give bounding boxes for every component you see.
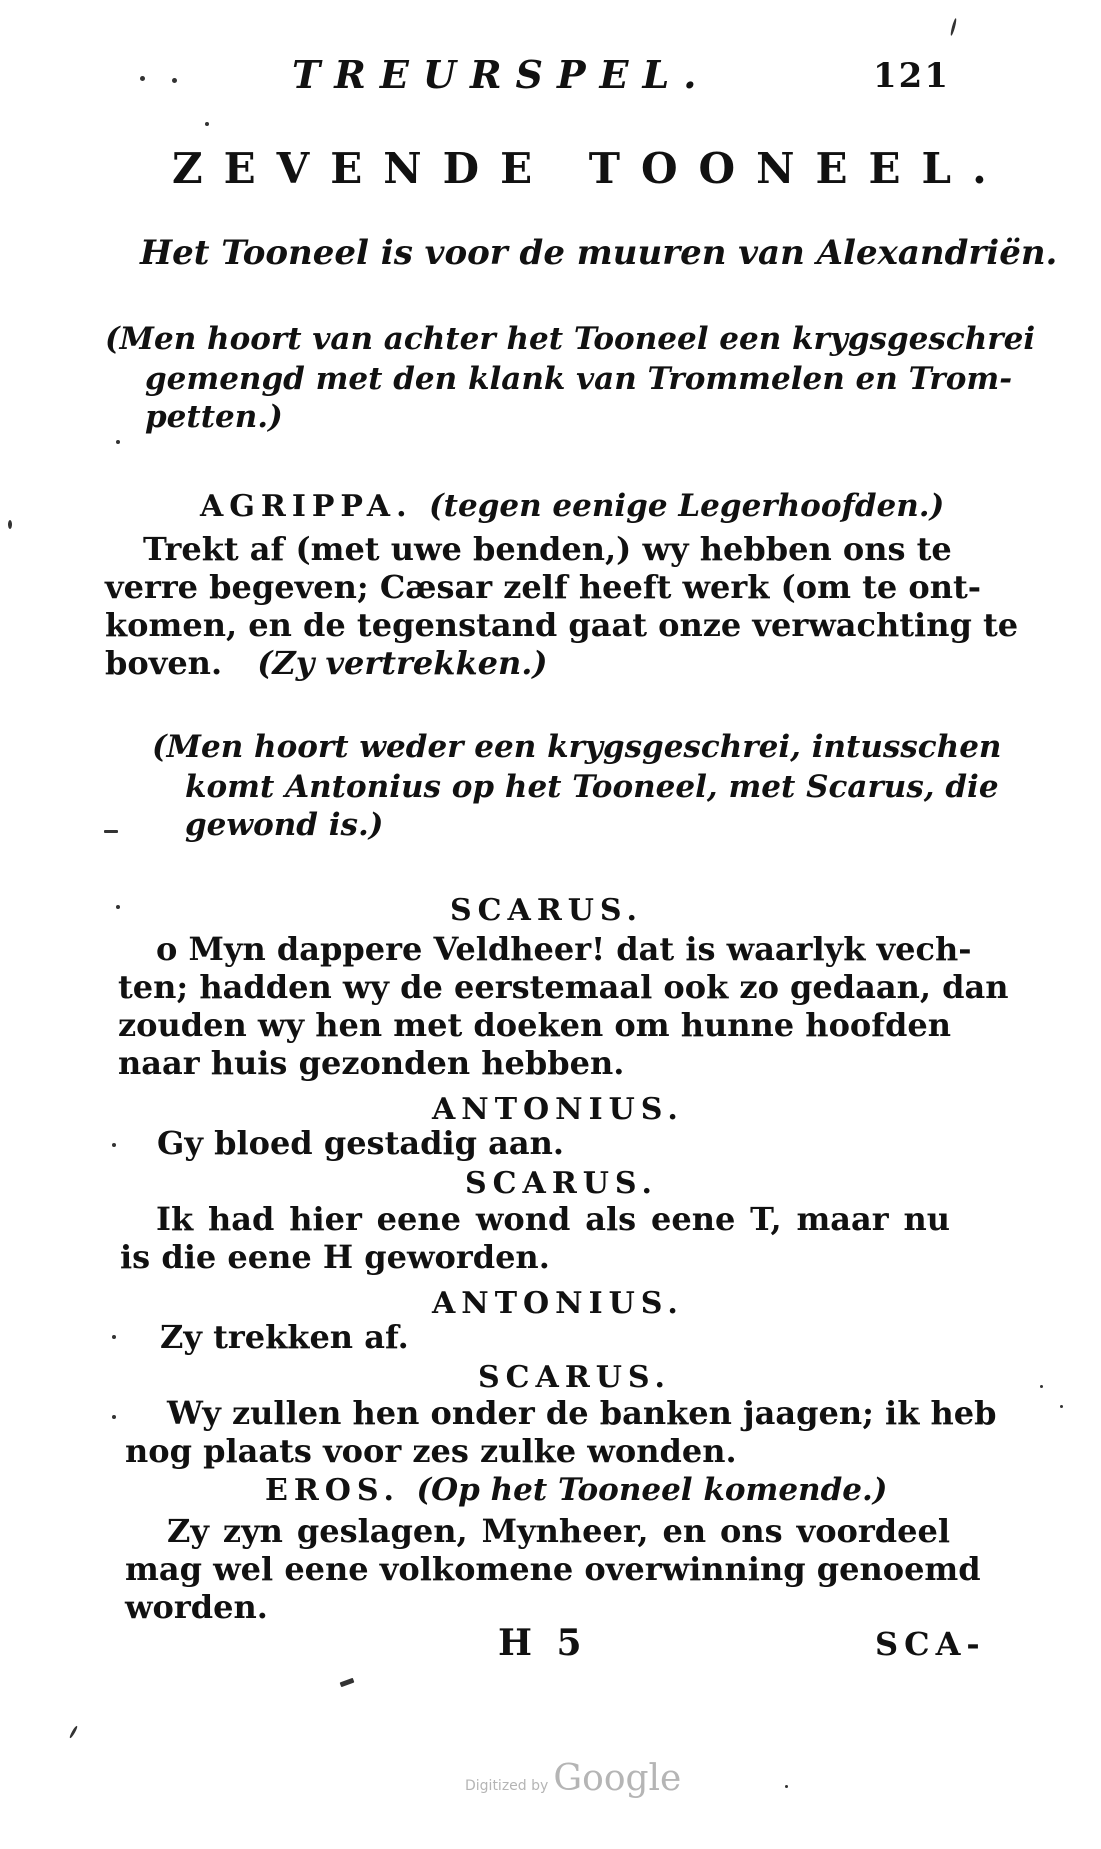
stage-direction-inline: (Op het Tooneel komende.) xyxy=(416,1472,888,1508)
scene-setting: Het Tooneel is voor de muuren van Alexandriën. xyxy=(140,233,1058,273)
speaker-name: ANTONIUS. xyxy=(432,1092,684,1127)
running-title: TREURSPEL. xyxy=(292,52,711,97)
exit-direction: (Zy vertrekken.) xyxy=(257,644,548,682)
scan-speck xyxy=(1040,1385,1043,1388)
speaker-name: SCARUS. xyxy=(478,1360,671,1395)
watermark-brand: Google xyxy=(553,1758,682,1799)
speaker-name: ANTONIUS. xyxy=(432,1286,684,1321)
speech-line: nog plaats voor zes zulke wonden. xyxy=(125,1432,737,1470)
speaker-heading xyxy=(265,1472,887,1508)
speech-line: worden. xyxy=(125,1588,268,1626)
scan-speck xyxy=(205,122,209,126)
scan-speck xyxy=(116,440,120,444)
direction-line: komt Antonius op het Tooneel, met Scarus, die xyxy=(185,769,999,805)
scan-speck xyxy=(140,76,145,81)
speech-line: verre begeven; Cæsar zelf heeft werk (om te ont- xyxy=(105,568,982,606)
scan-speck xyxy=(112,1143,116,1147)
direction-line: gewond is.) xyxy=(185,807,384,843)
speech-line: boven. (Zy vertrekken.) xyxy=(105,644,548,682)
scan-speck xyxy=(785,1785,788,1788)
speech-line: o Myn dappere Veldheer! dat is waarlyk vech- xyxy=(156,930,972,968)
scene-heading: ZEVENDE TOONEEL. xyxy=(172,144,1008,193)
speech-line: Wy zullen hen onder de banken jaagen; ik heb xyxy=(167,1394,997,1432)
scan-speck xyxy=(112,1335,116,1339)
speech-line: Zy trekken af. xyxy=(160,1318,409,1356)
watermark-prefix: Digitized by xyxy=(465,1778,549,1794)
speech-line: Gy bloed gestadig aan. xyxy=(157,1124,564,1162)
speech-line: mag wel eene volkomene overwinning genoemd xyxy=(125,1550,981,1588)
stage-direction-inline: (tegen eenige Legerhoofden.) xyxy=(428,488,945,524)
speech-line: zouden wy hen met doeken om hunne hoofden xyxy=(118,1006,952,1044)
scan-speck xyxy=(8,520,12,529)
scan-speck xyxy=(112,1415,116,1419)
speech-line: Ik had hier eene wond als eene T, maar nu xyxy=(156,1200,950,1238)
direction-line: petten.) xyxy=(145,399,283,435)
speech-block xyxy=(118,930,1009,1082)
scan-speck xyxy=(172,78,177,83)
scan-speck xyxy=(340,1678,355,1687)
speech-line: naar huis gezonden hebben. xyxy=(118,1044,625,1082)
scan-speck xyxy=(950,18,958,36)
speech-block xyxy=(120,1200,950,1276)
speech-block xyxy=(125,1512,981,1626)
speech-line: ten; hadden wy de eerstemaal ook zo gedaan, dan xyxy=(118,968,1009,1006)
scan-speck xyxy=(116,905,120,909)
scan-speck xyxy=(104,830,118,833)
speech-line: komen, en de tegenstand gaat onze verwachting te xyxy=(105,606,1019,644)
digitized-watermark xyxy=(465,1758,681,1799)
scan-speck xyxy=(69,1725,79,1739)
direction-line: (Men hoort weder een krygsgeschrei, intusschen xyxy=(152,729,1002,765)
catchword: SCA- xyxy=(875,1625,986,1663)
stage-direction-cont xyxy=(145,360,1012,436)
direction-line: gemengd met den klank van Trommelen en Trom- xyxy=(145,361,1013,397)
direction-line: (Men hoort van achter het Tooneel een krygsgeschrei xyxy=(105,321,1036,357)
speech-block xyxy=(105,530,1019,682)
speech-line: Zy zyn geslagen, Mynheer, en ons voordeel xyxy=(167,1512,950,1550)
stage-direction xyxy=(152,728,1001,766)
speech-line: Trekt af (met uwe benden,) wy hebben ons te xyxy=(143,530,952,568)
speaker-name: SCARUS. xyxy=(465,1166,658,1201)
speaker-heading xyxy=(200,488,944,524)
stage-direction xyxy=(105,320,1035,358)
stage-direction-cont xyxy=(185,768,999,844)
speech-block xyxy=(125,1394,997,1470)
page-number: 121 xyxy=(873,56,950,96)
speaker-name: SCARUS. xyxy=(450,893,643,928)
speaker-name: EROS. xyxy=(265,1473,400,1508)
scan-speck xyxy=(1060,1405,1063,1408)
speech-line: is die eene H geworden. xyxy=(120,1238,550,1276)
speaker-name: AGRIPPA. xyxy=(200,489,413,524)
signature-mark: H 5 xyxy=(498,1622,588,1664)
